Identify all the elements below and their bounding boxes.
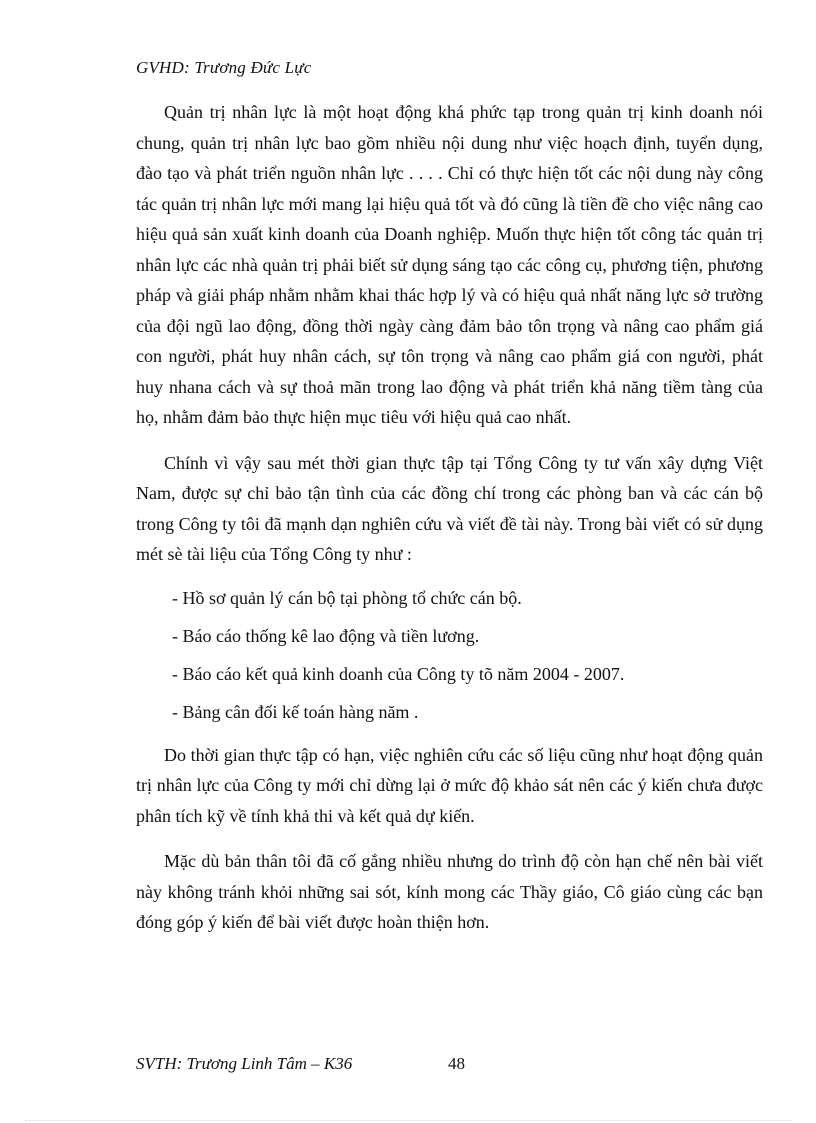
footer-author: SVTH: Trương Linh Tâm – K36 <box>136 1054 353 1073</box>
list-item: - Hồ sơ quản lý cán bộ tại phòng tổ chức cán bộ. <box>172 587 522 608</box>
paragraph-closing: Mặc dù bản thân tôi đã cố gắng nhiều nhưng do trình độ còn hạn chế nên bài viết này không tránh khỏi những sai sót, kính mong các Thầy giáo, Cô giáo cùng các bạn đóng góp ý kiến để bài viết được hoàn thiện hơn. <box>136 851 763 932</box>
body-text <box>136 97 763 953</box>
document-source-list <box>136 585 763 726</box>
running-header-supervisor: GVHD: Trương Đức Lực <box>136 58 312 77</box>
list-item: - Báo cáo thống kê lao động và tiền lương. <box>172 625 480 646</box>
page-number: 48 <box>448 1054 465 1073</box>
page-bottom-divider <box>25 1120 791 1121</box>
list-item: - Bảng cân đối kế toán hàng năm . <box>172 701 419 722</box>
paragraph-research-context: Chính vì vậy sau mét thời gian thực tập tại Tổng Công ty tư vấn xây dựng Việt Nam, được sự chỉ bảo tận tình của các đồng chí trong các phòng ban và các cán bộ trong Công ty tôi đã mạnh dạn nghiên cứu và viết đề tài này. Trong bài viết có sử dụng mét sè tài liệu của Tổng Công ty như : <box>136 452 763 564</box>
paragraph-limitations: Do thời gian thực tập có hạn, việc nghiên cứu các số liệu cũng như hoạt động quản trị nhân lực của Công ty mới chỉ dừng lại ở mức độ khảo sát nên các ý kiến chưa được phân tích kỹ về tính khả thi và kết quả dự kiến. <box>136 744 763 826</box>
list-item: - Báo cáo kết quả kinh doanh của Công ty tõ năm 2004 - 2007. <box>172 663 625 684</box>
paragraph-intro: Quản trị nhân lực là một hoạt động khá phức tạp trong quản trị kinh doanh nói chung, quản trị nhân lực bao gồm nhiều nội dung như việc hoạch định, tuyển dụng, đào tạo và phát triển nguồn nhân lực . . . . Chỉ có thực hiện tốt các nội dung này công tác quản trị nhân lực mới mang lại hiệu quả tốt và đó cũng là tiền đề cho việc nâng cao hiệu quả sản xuất kinh doanh của Doanh nghiệp. Muốn thực hiện tốt công tác quản trị nhân lực các nhà quản trị phải biết sử dụng sáng tạo các công cụ, phương tiện, phương pháp và giải pháp nhằm nhằm khai thác hợp lý và có hiệu quả nhất năng lực sở trường của đội ngũ lao động, đồng thời ngày càng đảm bảo tôn trọng và nâng cao phẩm giá con người, phát huy nhân cách, sự tôn trọng và nâng cao phẩm giá con người, phát huy nhana cách và sự thoả mãn trong lao động và phát triển khả năng tiềm tàng của họ, nhằm đảm bảo thực hiện mục tiêu với hiệu quả cao nhất. <box>136 102 763 427</box>
